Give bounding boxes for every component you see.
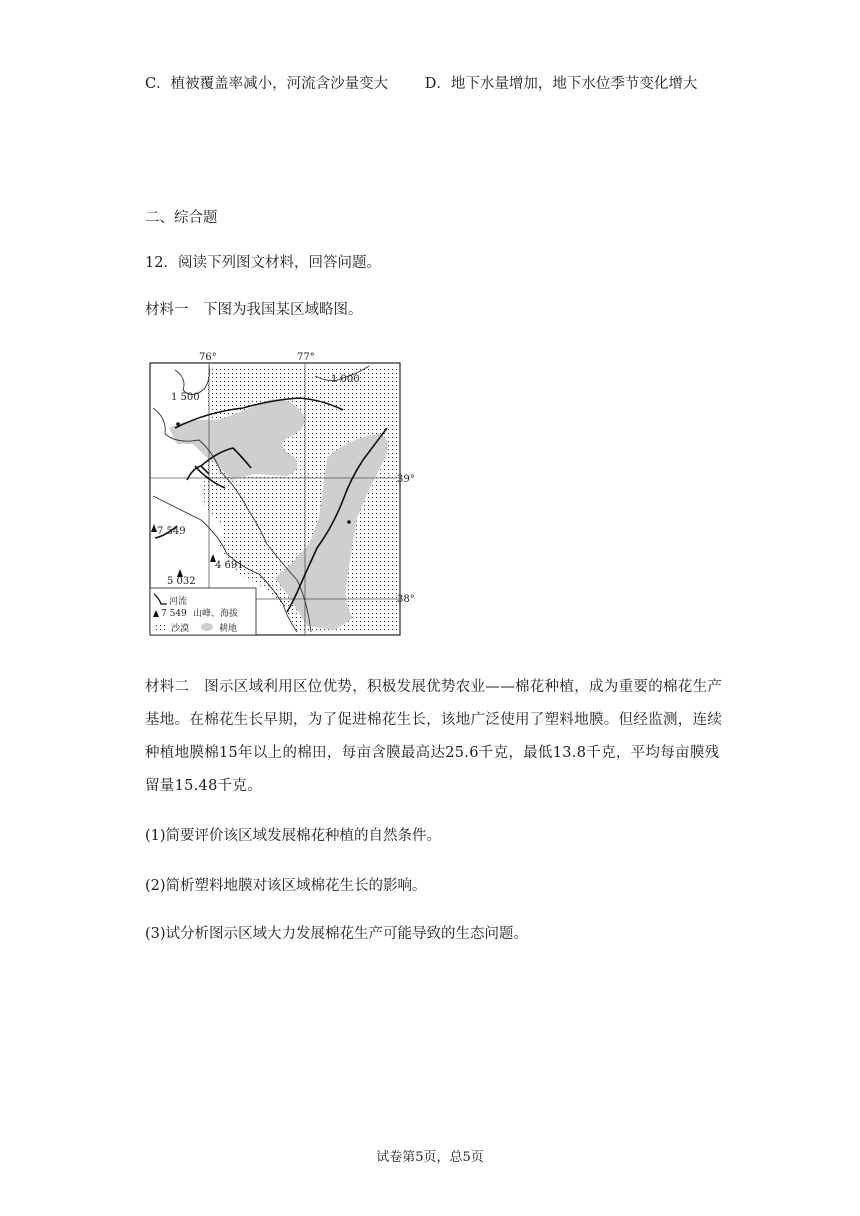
legend-river: 河流 xyxy=(169,597,188,607)
peak-label: 7 549 xyxy=(157,526,186,537)
legend-farmland: 耕地 xyxy=(219,624,238,634)
legend-desert: 沙漠 xyxy=(171,624,190,634)
option-c: C．植被覆盖率减小，河流含沙量变大 xyxy=(145,76,389,92)
material-one: 材料一 下图为我国某区域略图。 xyxy=(145,302,363,318)
question-stem: 12．阅读下列图文材料，回答问题。 xyxy=(145,255,381,271)
option-d: D．地下水量增加，地下水位季节变化增大 xyxy=(424,76,698,92)
page-footer: 试卷第5页，总5页 xyxy=(376,1150,484,1165)
contour-label: 1 000 xyxy=(331,374,360,385)
desert-legend-icon xyxy=(153,623,167,631)
lat-label: 39° xyxy=(397,474,415,485)
sub-question-2: (2)简析塑料地膜对该区域棉花生长的影响。 xyxy=(145,878,427,894)
contour-label: 1 500 xyxy=(171,392,200,403)
section-title: 二、综合题 xyxy=(145,210,218,226)
town-dot xyxy=(347,520,351,524)
farmland-legend-icon xyxy=(201,623,213,631)
lon-label: 77° xyxy=(297,352,315,363)
sub-question-3: (3)试分析图示区域大力发展棉花生产可能导致的生态问题。 xyxy=(145,926,529,942)
lon-label: 76° xyxy=(199,352,217,363)
sub-question-1: (1)简要评价该区域发展棉花种植的自然条件。 xyxy=(145,828,442,844)
region-map xyxy=(147,348,415,640)
material-two: 材料二 图示区域利用区位优势，积极发展优势农业——棉花种植，成为重要的棉花生产基地。在棉花生长早期，为了促进棉花生长，该地广泛使用了塑料地膜。但经监测，连续种植地膜棉15年以上的棉田，每亩含膜最高达25.6千克，最低13.8千克，平均每亩膜残留量15.48千克。 xyxy=(145,679,723,794)
map-legend xyxy=(150,588,256,635)
legend-peak: 山峰、海拔 xyxy=(193,609,239,619)
town-dot xyxy=(176,422,180,426)
legend-peak-value: 7 549 xyxy=(161,609,187,619)
answer-options xyxy=(145,72,697,93)
peak-label: 5 032 xyxy=(167,576,196,587)
peak-label: 4 691 xyxy=(215,560,244,571)
lat-label: 38° xyxy=(397,594,415,605)
